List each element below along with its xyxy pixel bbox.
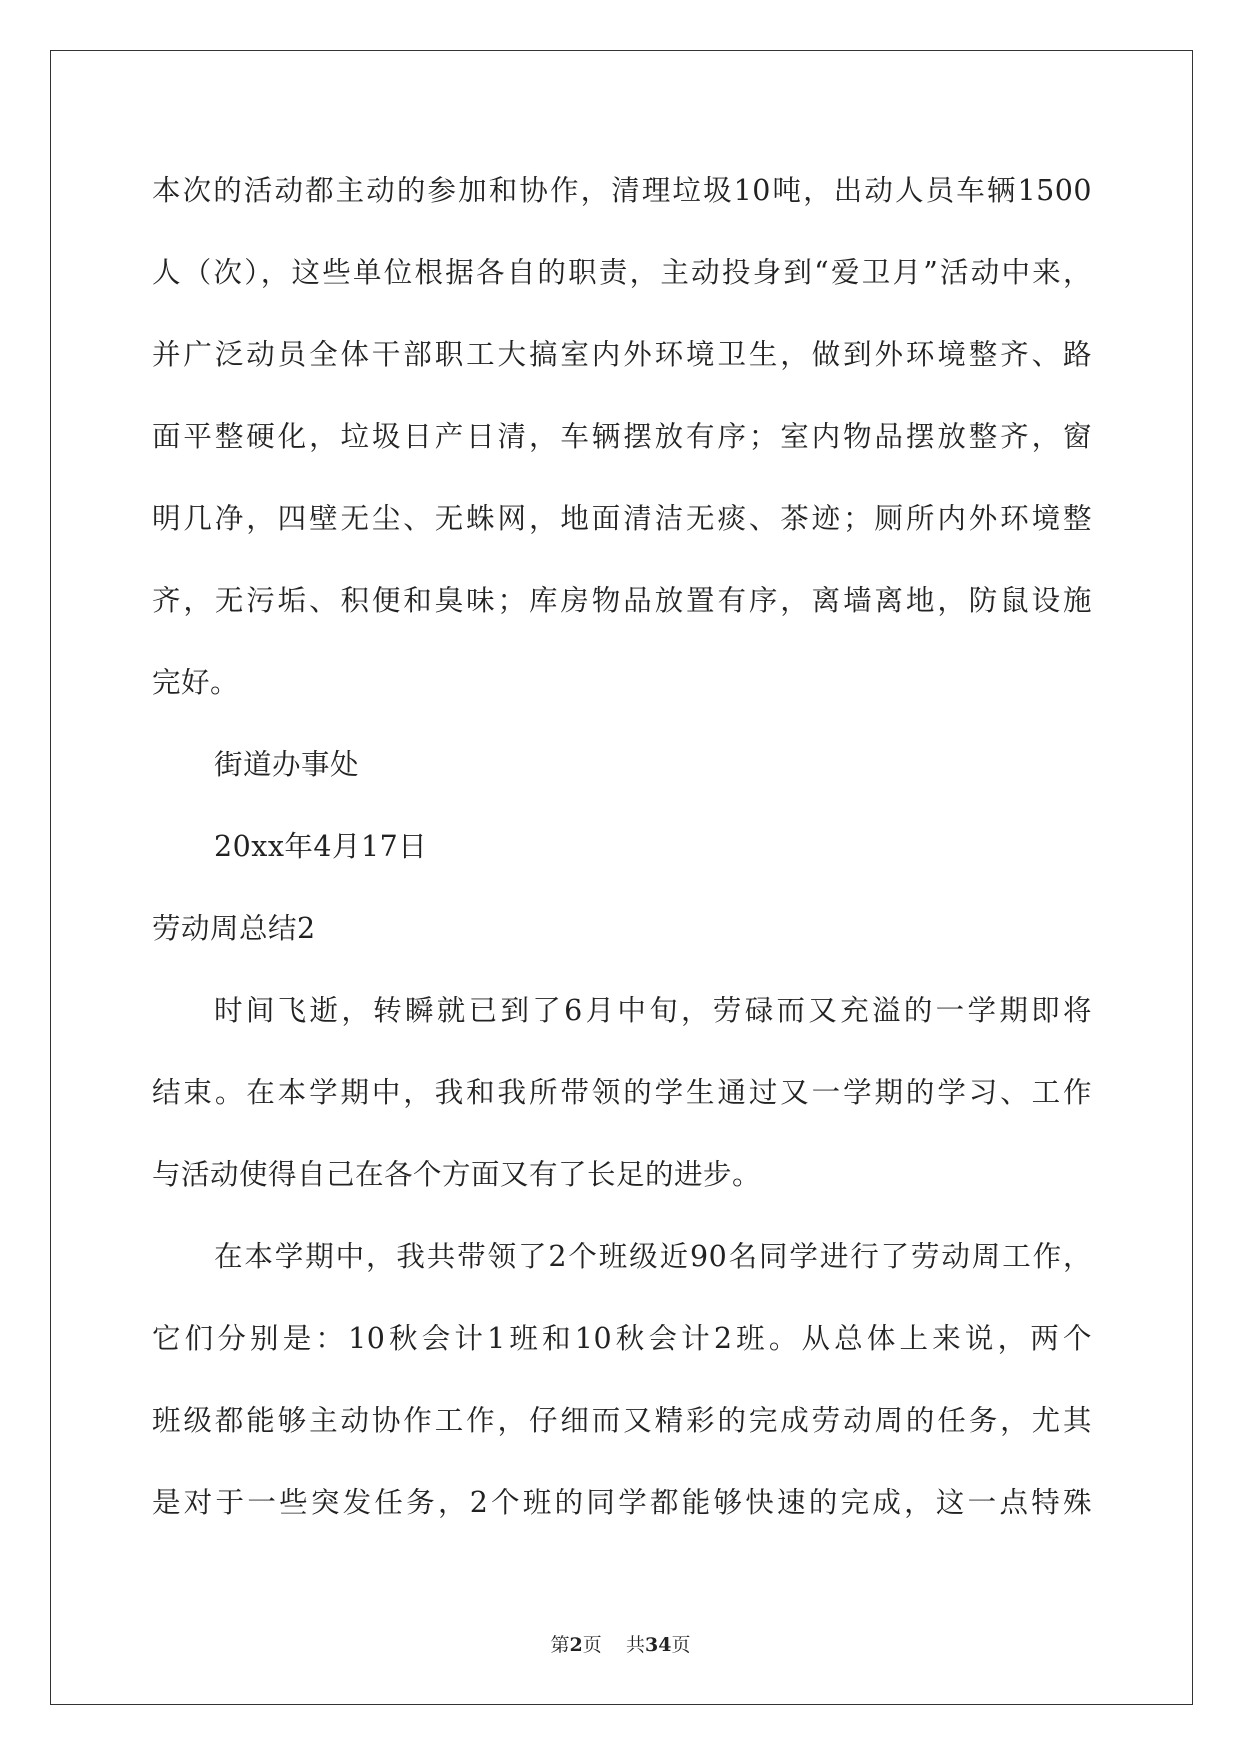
footer-total-suffix: 页 xyxy=(671,1634,691,1656)
paragraph-line: 面平整硬化，垃圾日产日清，车辆摆放有序；室内物品摆放整齐，窗 xyxy=(152,420,1092,453)
paragraph-line: 本次的活动都主动的参加和协作，清理垃圾10吨，出动人员车辆1500 xyxy=(152,174,1092,207)
document-body xyxy=(152,150,1092,1544)
page-footer xyxy=(0,1630,1241,1657)
signature-date: 20xx年4月17日 xyxy=(214,830,428,863)
paragraph-line: 齐，无污垢、积便和臭味；库房物品放置有序，离墙离地，防鼠设施 xyxy=(152,584,1092,617)
footer-page-word: 页 xyxy=(582,1634,602,1656)
paragraph-line: 在本学期中，我共带领了2个班级近90名同学进行了劳动周工作， xyxy=(214,1240,1092,1273)
footer-total-prefix: 共 xyxy=(625,1634,645,1656)
signature-organization: 街道办事处 xyxy=(214,748,360,781)
paragraph-line: 是对于一些突发任务，2个班的同学都能够快速的完成，这一点特殊 xyxy=(152,1486,1092,1519)
paragraph-line: 明几净，四壁无尘、无蛛网，地面清洁无痰、茶迹；厕所内外环境整 xyxy=(152,502,1092,535)
paragraph-line: 结束。在本学期中，我和我所带领的学生通过又一学期的学习、工作 xyxy=(152,1076,1092,1109)
paragraph-line: 人（次），这些单位根据各自的职责，主动投身到“爱卫月”活动中来， xyxy=(152,256,1092,289)
total-page-number: 34 xyxy=(644,1634,672,1656)
paragraph-line: 与活动使得自己在各个方面又有了长足的进步。 xyxy=(152,1158,762,1191)
paragraph-line: 时间飞逝，转瞬就已到了6月中旬，劳碌而又充溢的一学期即将 xyxy=(214,994,1092,1027)
paragraph-line: 它们分别是：10秋会计1班和10秋会计2班。从总体上来说，两个 xyxy=(152,1322,1092,1355)
footer-prefix: 第 xyxy=(550,1634,570,1656)
paragraph-line: 完好。 xyxy=(152,666,240,699)
section-heading: 劳动周总结2 xyxy=(152,912,316,945)
paragraph-line: 班级都能够主动协作工作，仔细而又精彩的完成劳动周的任务，尤其 xyxy=(152,1404,1092,1437)
paragraph-line: 并广泛动员全体干部职工大搞室内外环境卫生，做到外环境整齐、路 xyxy=(152,338,1092,371)
current-page-number: 2 xyxy=(569,1634,583,1656)
